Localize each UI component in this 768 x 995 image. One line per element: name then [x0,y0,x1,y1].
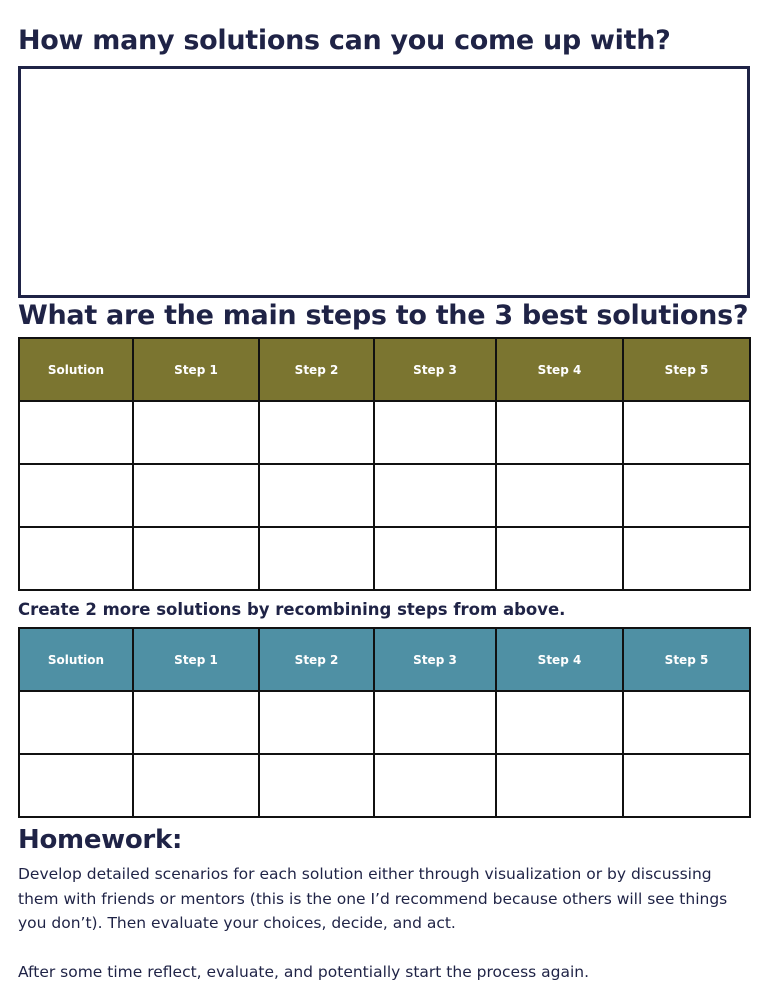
header-step-2: Step 2 [259,338,374,401]
solutions-heading: How many solutions can you come up with? [18,25,671,56]
header-step-1: Step 1 [133,628,259,691]
header-step-4: Step 4 [496,338,623,401]
header-step-3: Step 3 [374,338,496,401]
header-step-5: Step 5 [623,628,750,691]
table-cell[interactable] [496,527,623,590]
header-step-2: Step 2 [259,628,374,691]
best-solutions-table [18,337,751,591]
table-cell[interactable] [19,464,133,527]
table-cell[interactable] [133,401,259,464]
header-solution: Solution [19,628,133,691]
recombine-heading: Create 2 more solutions by recombining steps from above. [18,600,566,619]
table-cell[interactable] [374,691,496,754]
table-cell[interactable] [133,691,259,754]
table-cell[interactable] [133,754,259,817]
table-cell[interactable] [623,401,750,464]
table-cell[interactable] [496,754,623,817]
table-cell[interactable] [259,691,374,754]
header-step-1: Step 1 [133,338,259,401]
table-cell[interactable] [259,754,374,817]
homework-heading: Homework: [18,825,183,855]
table-cell[interactable] [374,754,496,817]
solutions-answer-box[interactable] [18,66,750,298]
recombined-solutions-table [18,627,751,818]
table-cell[interactable] [259,401,374,464]
table-cell[interactable] [19,527,133,590]
table-cell[interactable] [374,464,496,527]
table-cell[interactable] [259,527,374,590]
table-row [19,527,750,590]
table-cell[interactable] [496,464,623,527]
table-cell[interactable] [623,527,750,590]
table-cell[interactable] [623,464,750,527]
table-cell[interactable] [374,401,496,464]
header-solution: Solution [19,338,133,401]
header-step-3: Step 3 [374,628,496,691]
table-cell[interactable] [19,691,133,754]
table-cell[interactable] [19,401,133,464]
table-cell[interactable] [496,401,623,464]
table-row [19,754,750,817]
table-cell[interactable] [259,464,374,527]
main-steps-heading: What are the main steps to the 3 best solutions? [18,300,749,331]
header-step-5: Step 5 [623,338,750,401]
header-step-4: Step 4 [496,628,623,691]
homework-instructions: Develop detailed scenarios for each solution either through visualization or by discussing them with friends or mentors (this is the one I’d recommend because others will see things you don’t). Then evaluate your choices, decide, and act. [18,865,728,932]
homework-note: After some time reflect, evaluate, and potentially start the process again. [18,963,590,981]
table-header-row [19,338,750,401]
table-cell[interactable] [496,691,623,754]
table-cell[interactable] [374,527,496,590]
table-row [19,401,750,464]
table-cell[interactable] [19,754,133,817]
table-header-row [19,628,750,691]
table-cell[interactable] [133,464,259,527]
table-cell[interactable] [623,754,750,817]
table-cell[interactable] [133,527,259,590]
table-row [19,464,750,527]
table-cell[interactable] [623,691,750,754]
table-row [19,691,750,754]
